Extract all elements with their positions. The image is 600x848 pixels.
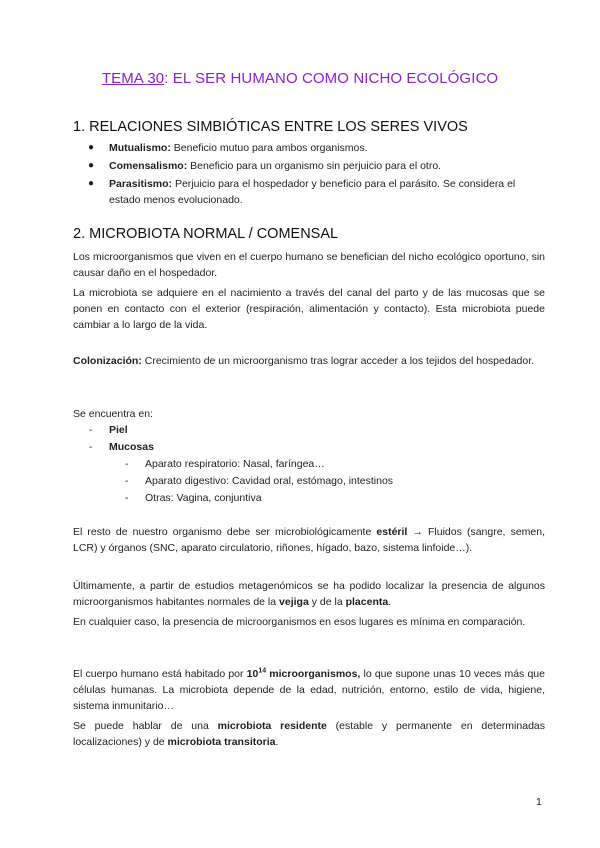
mucosa-item: Otras: Vagina, conjuntiva	[145, 492, 262, 504]
text-run: (estable y permanente en determinadas localizaciones) y de	[73, 720, 545, 748]
definition: Beneficio para un organismo sin perjuicio para el otro.	[187, 160, 442, 172]
text-run: .	[275, 736, 279, 748]
section-2-heading: 2. MICROBIOTA NORMAL / COMENSAL	[73, 226, 339, 242]
definition: Crecimiento de un microorganismo tras lograr acceder a los tejidos del hospedador.	[141, 355, 535, 367]
term: placenta	[345, 596, 389, 608]
paragraph-sterile	[73, 524, 545, 556]
term: microbiota residente	[217, 720, 327, 732]
term: estéril	[376, 526, 408, 538]
text-run: lo que supone unas 10 veces más que células humanas. La microbiota depende de la edad, nutrición, entorno, estilo de vida, higiene, sistema inmunitario…	[73, 668, 545, 712]
location-name: Piel	[109, 424, 128, 436]
title-text: EL SER HUMANO COMO NICHO ECOLÓGICO	[168, 70, 499, 87]
dash-icon: -	[125, 475, 129, 487]
dash-icon: -	[89, 441, 93, 453]
list-item	[125, 490, 393, 507]
term: Comensalismo:	[109, 160, 188, 172]
dash-icon: -	[89, 424, 93, 436]
text-run: → Fluidos (sangre, semen, LCR) y órganos (SNC, aparato circulatorio, riñones, hígado, bazo, sistema linfoide…).	[73, 526, 545, 554]
term: Mutualismo:	[109, 142, 171, 154]
definition: Perjuicio para el hospedador y beneficio para el parásito. Se considera el estado menos evolucionado.	[109, 178, 516, 206]
location-list	[89, 422, 154, 456]
term: microbiota transitoria	[167, 736, 276, 748]
mucosas-sublist	[125, 456, 394, 507]
list-item	[89, 422, 154, 439]
count-value	[247, 668, 266, 680]
definition: Beneficio mutuo para ambos organismos.	[170, 142, 368, 154]
section-1-heading: 1. RELACIONES SIMBIÓTICAS ENTRE LOS SERES VIVOS	[73, 119, 468, 135]
text-run: El cuerpo humano está habitado por	[73, 668, 247, 680]
document-title	[0, 70, 600, 87]
count-exponent: 14	[258, 667, 267, 675]
paragraph-resident	[73, 718, 545, 750]
page-number: 1	[536, 796, 542, 808]
term: Colonización:	[73, 355, 142, 367]
text-run: El resto de nuestro organismo debe ser microbiológicamente	[73, 526, 377, 538]
list-item	[125, 456, 393, 473]
list-item	[125, 473, 394, 490]
mucosa-item: Aparato digestivo: Cavidad oral, estómago, intestinos	[145, 475, 394, 487]
title-separator: :	[164, 70, 169, 87]
text-run: y de la	[308, 596, 346, 608]
text-run: .	[388, 596, 392, 608]
count-base: 10	[246, 668, 259, 680]
bullet-icon: ●	[88, 160, 95, 171]
term: Parasitismo:	[109, 178, 173, 190]
bullet-icon: ●	[88, 142, 95, 153]
symbiosis-list	[73, 140, 545, 210]
list-item	[73, 176, 545, 208]
title-number-link[interactable]: TEMA 30	[101, 70, 165, 87]
found-in-label: Se encuentra en:	[73, 408, 153, 420]
mucosa-item: Aparato respiratorio: Nasal, faríngea…	[145, 458, 325, 470]
dash-icon: -	[125, 492, 129, 504]
paragraph-acquisition: La microbiota se adquiere en el nacimiento a través del canal del parto y de las mucosas que se ponen en contacto con el exterior (respiración, alimentación y contacto). Esta microbiota puede cambiar a lo largo de la vida.	[73, 287, 545, 331]
paragraph-colonization	[73, 353, 545, 369]
paragraph-human-body	[73, 666, 545, 714]
term: microorganismos,	[266, 668, 361, 680]
paragraph-microorganisms: Los microorganismos que viven en el cuerpo humano se benefician del nicho ecológico oportuno, sin causar daño en el hospedador.	[73, 251, 545, 279]
list-item	[89, 439, 154, 456]
term: vejiga	[279, 596, 309, 608]
paragraph-any-case: En cualquier caso, la presencia de microorganismos en esos lugares es mínima en comparación.	[73, 616, 526, 628]
location-name: Mucosas	[109, 441, 154, 453]
list-item	[73, 140, 545, 156]
text-run: Se puede hablar de una	[73, 720, 218, 732]
paragraph-metagenomic	[73, 578, 545, 610]
bullet-icon: ●	[88, 178, 95, 189]
list-item	[73, 158, 545, 174]
text-run: Últimamente, a partir de estudios metagenómicos se ha podido localizar la presencia de algunos microorganismos habitantes normales de la	[73, 580, 545, 608]
dash-icon: -	[125, 458, 129, 470]
